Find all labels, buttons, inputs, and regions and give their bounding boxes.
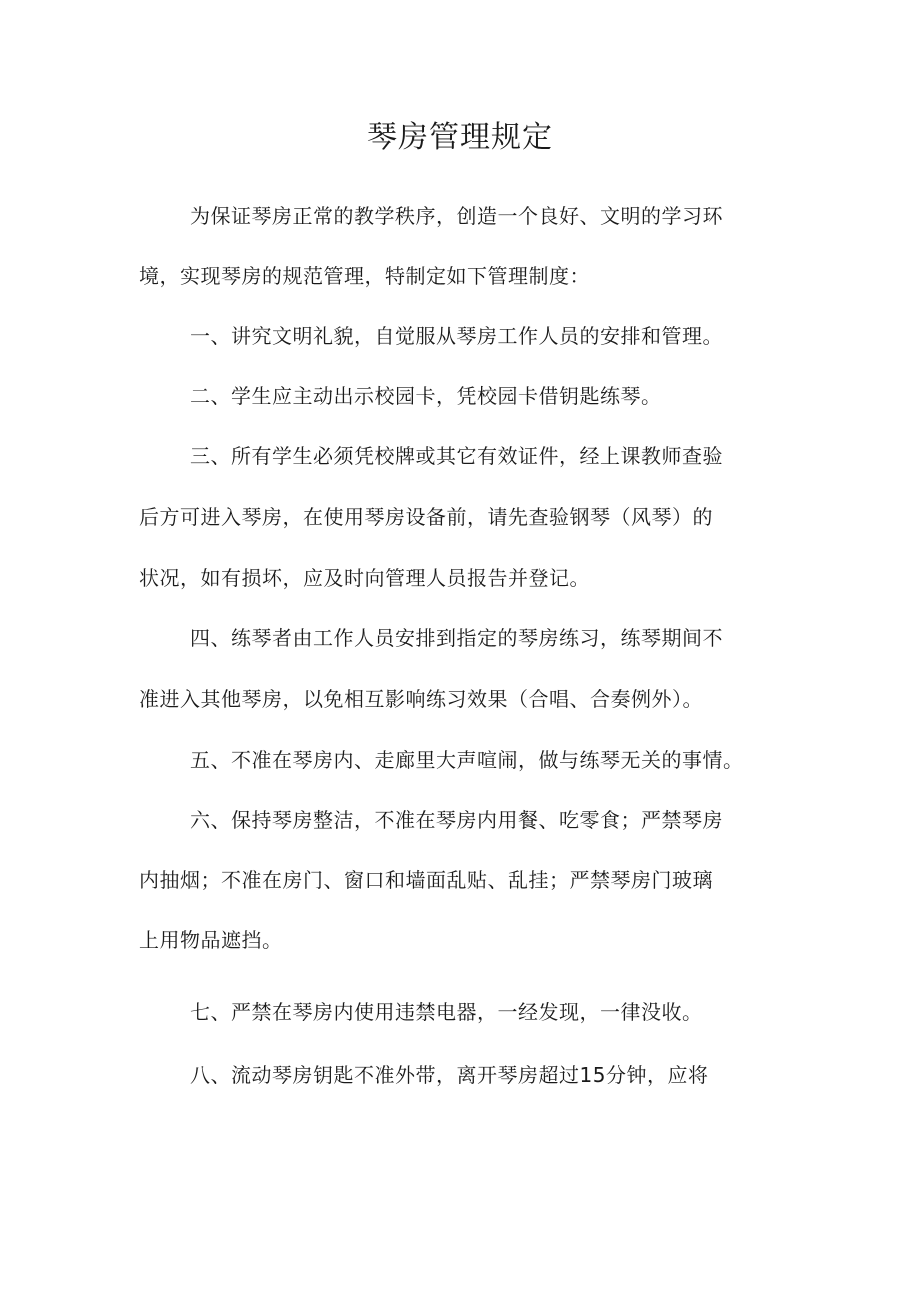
rule-1-line: 一、讲究文明礼貌，自觉服从琴房工作人员的安排和管理。 [190, 324, 723, 348]
rule-6-line: 内抽烟；不准在房门、窗口和墙面乱贴、乱挂；严禁琴房门玻璃 [139, 868, 713, 892]
rule-8-line: 八、流动琴房钥匙不准外带，离开琴房超过15分钟，应将 [190, 1063, 709, 1087]
rule-6-line: 六、保持琴房整洁，不准在琴房内用餐、吃零食；严禁琴房 [190, 808, 723, 832]
rule-4-line: 准进入其他琴房，以免相互影响练习效果（合唱、合奏例外）。 [139, 687, 703, 711]
rule-3-line: 三、所有学生必须凭校牌或其它有效证件，经上课教师查验 [190, 444, 723, 468]
rule-6-line: 上用物品遮挡。 [139, 928, 283, 952]
document-title: 琴房管理规定 [367, 120, 553, 155]
intro-line: 为保证琴房正常的教学秩序，创造一个良好、文明的学习环 [190, 204, 723, 228]
rule-2-line: 二、学生应主动出示校园卡，凭校园卡借钥匙练琴。 [190, 384, 662, 408]
rule-5-line: 五、不准在琴房内、走廊里大声喧闹，做与练琴无关的事情。 [190, 748, 744, 772]
rule-7-line: 七、严禁在琴房内使用违禁电器，一经发现，一律没收。 [190, 1000, 703, 1024]
rule-3-line: 状况，如有损坏，应及时向管理人员报告并登记。 [139, 566, 590, 590]
rule-4-line: 四、练琴者由工作人员安排到指定的琴房练习，练琴期间不 [190, 626, 723, 650]
rule-3-line: 后方可进入琴房，在使用琴房设备前，请先查验钢琴（风琴）的 [139, 505, 713, 529]
intro-line: 境，实现琴房的规范管理，特制定如下管理制度： [139, 264, 590, 288]
